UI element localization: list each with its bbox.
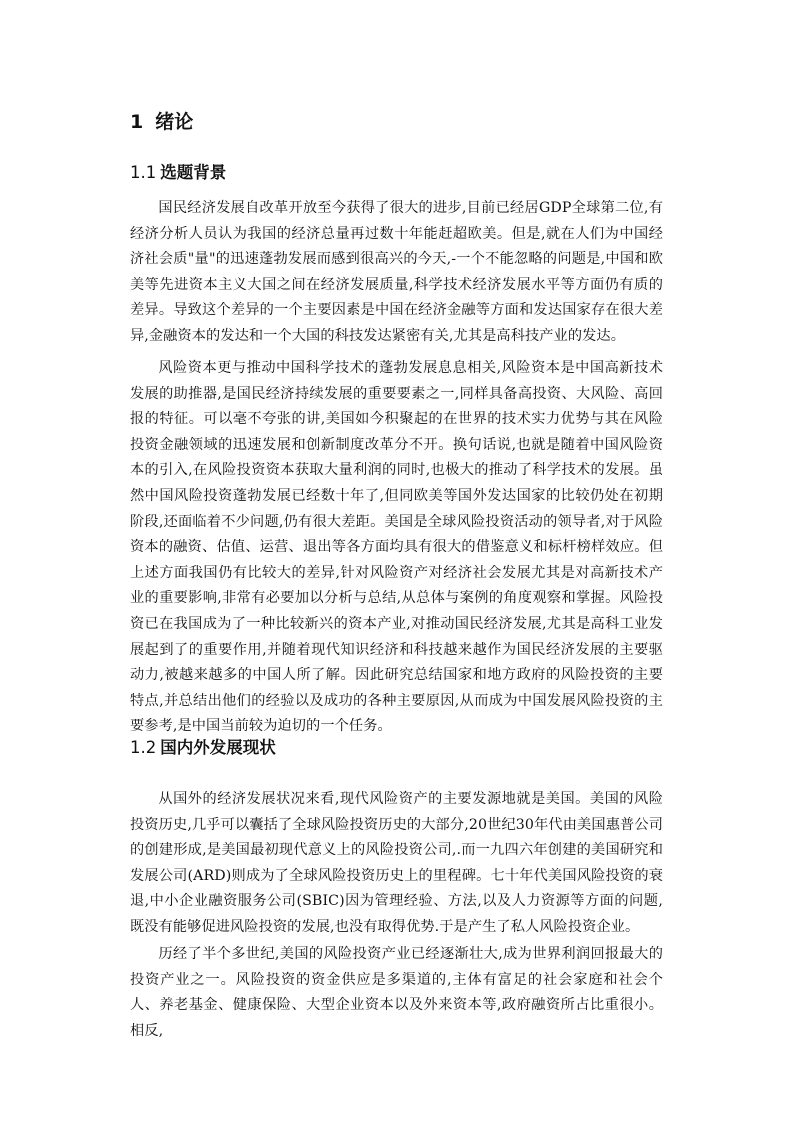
paragraph: 历经了半个多世纪,美国的风险投资产业已经逐渐壮大,成为世界利润回报最大的投资产业之一。风险投资的资金供应是多渠道的,主体有富足的社会家庭和社会个人、养老基金、健康保险、大型企业资本以及外来资本等,政府融资所占比重很小。相反, [130, 946, 663, 1039]
chapter-title: 绪论 [155, 111, 194, 133]
section-heading-background [130, 160, 226, 186]
section-title: 选题背景 [160, 163, 227, 182]
section-heading-status [130, 735, 276, 761]
section-number: 1.2 [130, 738, 157, 757]
chapter-heading [130, 108, 193, 136]
paragraph: 从国外的经济发展状况来看,现代风险资产的主要发源地就是美国。美国的风险投资历史,几乎可以囊括了全球风险投资历史的大部分,20世纪30年代由美国惠普公司的创建形成,是美国最初现代意义上的风险投资公司,.而一九四六年创建的美国研究和发展公司(ARD)则成为了全球风险投资历史上的里程碑。七十年代美国风险投资的衰退,中小企业融资服务公司(SBIC)因为管理经验、方法,以及人力资源等方面的问题,既没有能够促进风险投资的发展,也没有取得优势.于是产生了私人风险投资企业。 [130, 791, 663, 935]
section-number: 1.1 [130, 163, 157, 182]
paragraph: 国民经济发展自改革开放至今获得了很大的进步,目前已经居GDP全球第二位,有经济分析人员认为我国的经济总量再过数十年能赶超欧美。但是,就在人们为中国经济社会质"量"的迅速蓬勃发展而感到很高兴的今天,-一个不能忽略的问题是,中国和欧美等先进资本主义大国之间在经济发展质量,科学技术经济发展水平等方面仍有质的差异。导致这个差异的一个主要因素是中国在经济金融等方面和发达国家存在很大差异,金融资本的发达和一个大国的科技发达紧密有关,尤其是高科技产业的发达。 [130, 200, 663, 344]
paragraph: 风险资本更与推动中国科学技术的蓬勃发展息息相关,风险资本是中国高新技术发展的助推器,是国民经济持续发展的重要要素之一,同样具备高投资、大风险、高回报的特征。可以毫不夸张的讲,美国如今积聚起的在世界的技术实力优势与其在风险投资金融领域的迅速发展和创新制度改革分不开。换句话说,也就是随着中国风险资本的引入,在风险投资资本获取大量利润的同时,也极大的推动了科学技术的发展。虽然中国风险投资蓬勃发展已经数十年了,但同欧美等国外发达国家的比较仍处在初期阶段,还面临着不少问题,仍有很大差距。美国是全球风险投资活动的领导者,对于风险资本的融资、估值、运营、退出等各方面均具有很大的借鉴意义和标杆榜样效应。但上述方面我国仍有比较大的差异,针对风险资产对经济社会发展尤其是对高新技术产业的重要影响,非常有必要加以分析与总结,从总体与案例的角度观察和掌握。风险投资已在我国成为了一种比较新兴的资本产业,对推动国民经济发展,尤其是高科工业发展起到了的重要作用,并随着现代知识经济和科技越来越作为国民经济发展的主要驱动力,被越来越多的中国人所了解。因此研究总结国家和地方政府的风险投资的主要特点,并总结出他们的经验以及成功的各种主要原因,从而成为中国发展风险投资的主要参考,是中国当前较为迫切的一个任务。 [130, 360, 663, 735]
chapter-number: 1 [130, 111, 144, 133]
section-title: 国内外发展现状 [160, 738, 276, 757]
